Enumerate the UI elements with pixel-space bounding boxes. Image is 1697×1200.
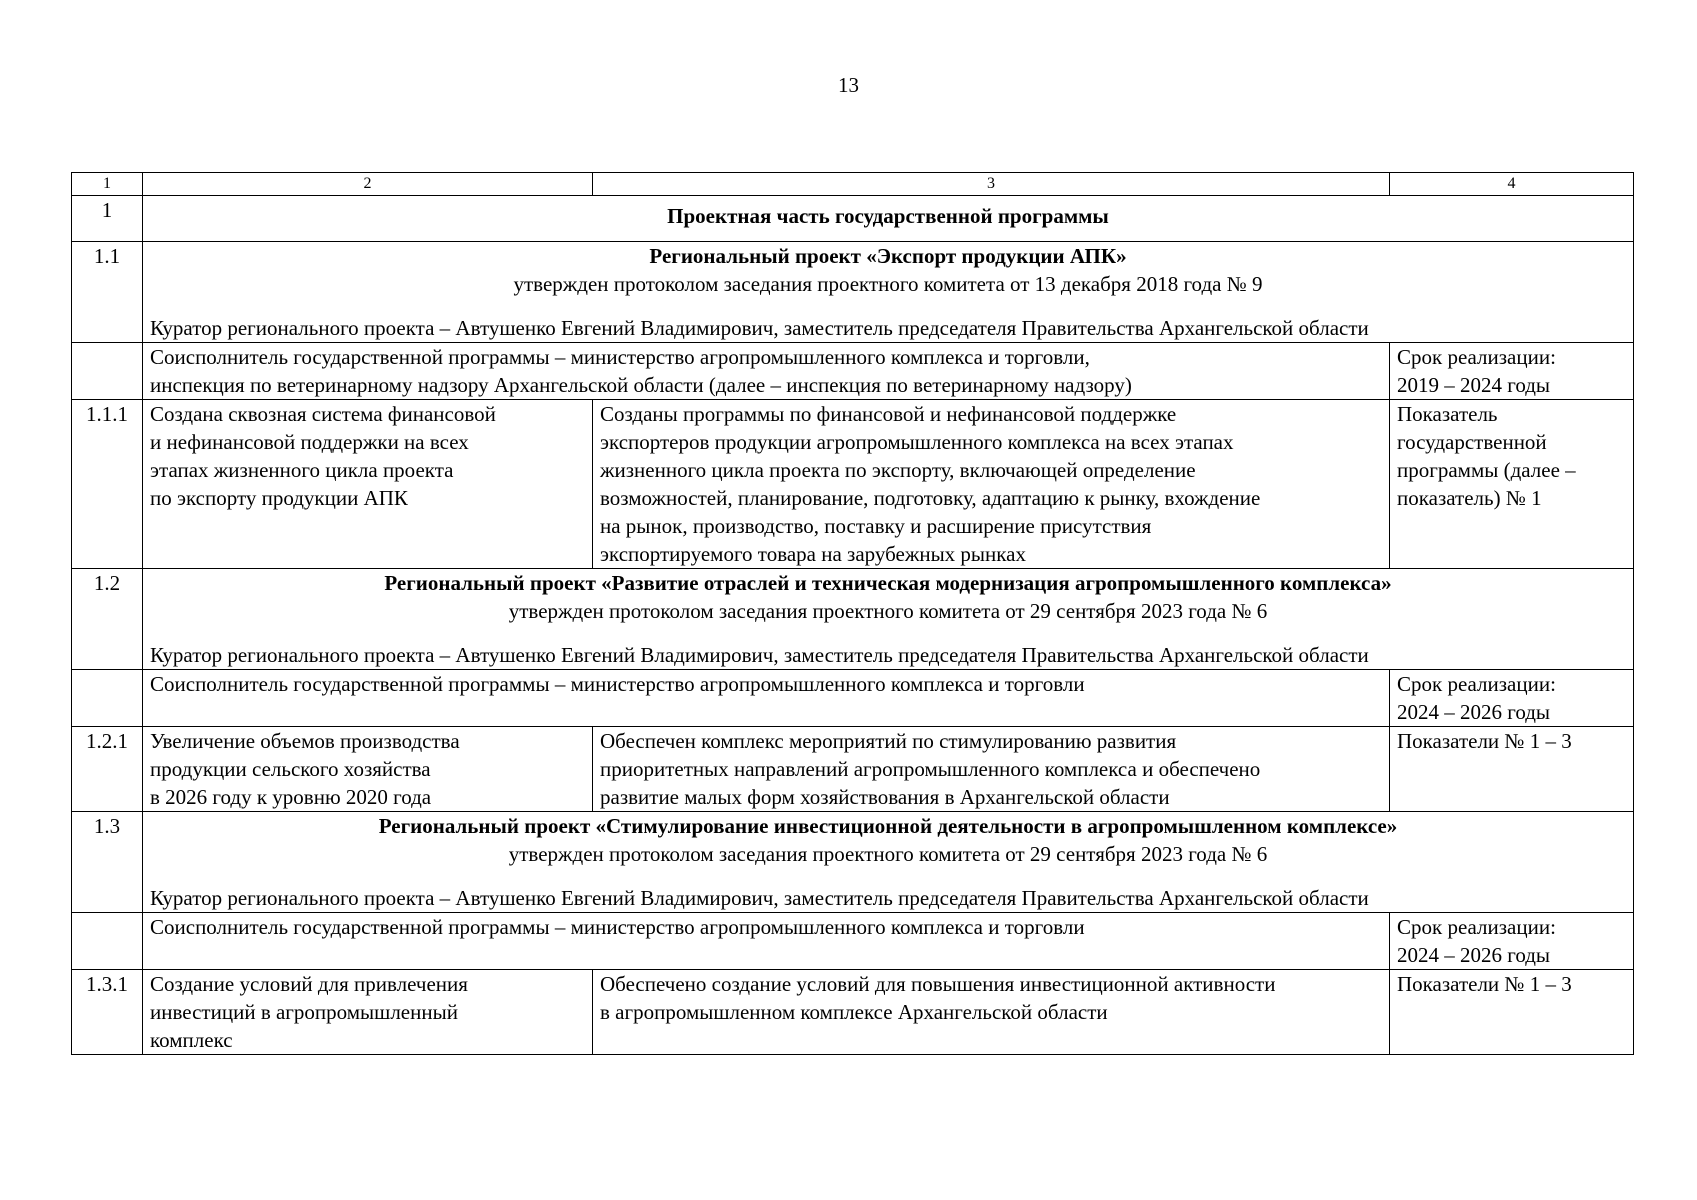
task-result-line: Обеспечен комплекс мероприятий по стимулированию развития bbox=[600, 729, 1177, 753]
task-description-line: этапах жизненного цикла проекта bbox=[150, 458, 454, 482]
column-number: 3 bbox=[593, 173, 1390, 196]
task-result-line: приоритетных направлений агропромышленного комплекса и обеспечено bbox=[600, 757, 1261, 781]
section-row bbox=[72, 196, 1634, 242]
task-result-line: возможностей, планирование, подготовку, адаптацию к рынку, вхождение bbox=[600, 486, 1261, 510]
task-indicator bbox=[1390, 727, 1634, 812]
task-indicator bbox=[1390, 400, 1634, 569]
task-description bbox=[143, 400, 593, 569]
column-number: 1 bbox=[72, 173, 143, 196]
project-row bbox=[72, 812, 1634, 913]
coexecutor-line: инспекция по ветеринарному надзору Архангельской области (далее – инспекция по ветеринарному надзору) bbox=[150, 373, 1132, 397]
section-number: 1 bbox=[72, 196, 143, 242]
project-curator: Куратор регионального проекта – Автушенко Евгений Владимирович, заместитель председателя Правительства Архангельской области bbox=[150, 643, 1369, 667]
task-number: 1.1.1 bbox=[72, 400, 143, 569]
coexecutor-line: Соисполнитель государственной программы – министерство агропромышленного комплекса и торговли bbox=[150, 672, 1085, 696]
task-indicator-line: Показатели № 1 – 3 bbox=[1397, 972, 1572, 996]
task-indicator-line: Показатель bbox=[1397, 402, 1498, 426]
task-result-line: на рынок, производство, поставку и расширение присутствия bbox=[600, 514, 1152, 538]
project-approval: утвержден протоколом заседания проектного комитета от 29 сентября 2023 года № 6 bbox=[508, 599, 1268, 623]
project-number: 1.1 bbox=[72, 242, 143, 343]
empty-cell bbox=[72, 670, 143, 727]
task-description bbox=[143, 727, 593, 812]
coexecutor-cell bbox=[143, 913, 1390, 970]
term-cell bbox=[1390, 913, 1634, 970]
term-line: 2024 – 2026 годы bbox=[1397, 943, 1551, 967]
project-approval: утвержден протоколом заседания проектного комитета от 29 сентября 2023 года № 6 bbox=[508, 842, 1268, 866]
term-cell bbox=[1390, 670, 1634, 727]
task-description-line: Увеличение объемов производства bbox=[150, 729, 460, 753]
project-number: 1.2 bbox=[72, 569, 143, 670]
task-number: 1.3.1 bbox=[72, 970, 143, 1055]
task-indicator bbox=[1390, 970, 1634, 1055]
program-table bbox=[71, 172, 1634, 1055]
task-indicator-line: программы (далее – bbox=[1397, 458, 1576, 482]
task-description-line: Создана сквозная система финансовой bbox=[150, 402, 496, 426]
task-result-line: экспортируемого товара на зарубежных рынках bbox=[600, 542, 1026, 566]
coexecutor-line: Соисполнитель государственной программы – министерство агропромышленного комплекса и торговли, bbox=[150, 345, 1090, 369]
task-result-line: Созданы программы по финансовой и нефинансовой поддержке bbox=[600, 402, 1177, 426]
task-description-line: по экспорту продукции АПК bbox=[150, 486, 408, 510]
task-result-line: развитие малых форм хозяйствования в Архангельской области bbox=[600, 785, 1170, 809]
task-result bbox=[593, 727, 1390, 812]
project-curator: Куратор регионального проекта – Автушенко Евгений Владимирович, заместитель председателя Правительства Архангельской области bbox=[150, 316, 1369, 340]
project-row bbox=[72, 242, 1634, 343]
project-title: Региональный проект «Экспорт продукции АПК» bbox=[649, 244, 1127, 268]
task-result bbox=[593, 400, 1390, 569]
coexecutor-cell bbox=[143, 343, 1390, 400]
task-result-line: жизненного цикла проекта по экспорту, включающей определение bbox=[600, 458, 1196, 482]
term-line: Срок реализации: bbox=[1397, 915, 1556, 939]
column-number-row bbox=[72, 173, 1634, 196]
task-row bbox=[72, 727, 1634, 812]
term-line: 2024 – 2026 годы bbox=[1397, 700, 1551, 724]
task-description-line: и нефинансовой поддержки на всех bbox=[150, 430, 469, 454]
task-indicator-line: показатель) № 1 bbox=[1397, 486, 1542, 510]
coexecutor-cell bbox=[143, 670, 1390, 727]
coexecutor-line: Соисполнитель государственной программы – министерство агропромышленного комплекса и торговли bbox=[150, 915, 1085, 939]
task-result-line: экспортеров продукции агропромышленного комплекса на всех этапах bbox=[600, 430, 1234, 454]
page-number: 13 bbox=[838, 73, 859, 97]
task-indicator-line: Показатели № 1 – 3 bbox=[1397, 729, 1572, 753]
task-indicator-line: государственной bbox=[1397, 430, 1547, 454]
project-row bbox=[72, 569, 1634, 670]
task-row bbox=[72, 400, 1634, 569]
empty-cell bbox=[72, 343, 143, 400]
term-line: 2019 – 2024 годы bbox=[1397, 373, 1551, 397]
column-number: 2 bbox=[143, 173, 593, 196]
coexecutor-row bbox=[72, 913, 1634, 970]
project-title: Региональный проект «Стимулирование инвестиционной деятельности в агропромышленном комплексе» bbox=[378, 814, 1398, 838]
project-approval: утвержден протоколом заседания проектного комитета от 13 декабря 2018 года № 9 bbox=[513, 272, 1263, 296]
task-description-line: комплекс bbox=[150, 1028, 233, 1052]
task-row bbox=[72, 970, 1634, 1055]
task-number: 1.2.1 bbox=[72, 727, 143, 812]
task-result-line: Обеспечено создание условий для повышения инвестиционной активности bbox=[600, 972, 1276, 996]
task-description-line: Создание условий для привлечения bbox=[150, 972, 468, 996]
term-line: Срок реализации: bbox=[1397, 345, 1556, 369]
empty-cell bbox=[72, 913, 143, 970]
section-title: Проектная часть государственной программы bbox=[143, 196, 1634, 242]
column-number: 4 bbox=[1390, 173, 1634, 196]
project-title: Региональный проект «Развитие отраслей и техническая модернизация агропромышленного комплекса» bbox=[384, 571, 1392, 595]
term-line: Срок реализации: bbox=[1397, 672, 1556, 696]
task-result bbox=[593, 970, 1390, 1055]
task-description bbox=[143, 970, 593, 1055]
project-curator: Куратор регионального проекта – Автушенко Евгений Владимирович, заместитель председателя Правительства Архангельской области bbox=[150, 886, 1369, 910]
coexecutor-row bbox=[72, 670, 1634, 727]
task-description-line: в 2026 году к уровню 2020 года bbox=[150, 785, 432, 809]
task-description-line: продукции сельского хозяйства bbox=[150, 757, 431, 781]
term-cell bbox=[1390, 343, 1634, 400]
task-description-line: инвестиций в агропромышленный bbox=[150, 1000, 458, 1024]
task-result-line: в агропромышленном комплексе Архангельской области bbox=[600, 1000, 1108, 1024]
coexecutor-row bbox=[72, 343, 1634, 400]
project-number: 1.3 bbox=[72, 812, 143, 913]
